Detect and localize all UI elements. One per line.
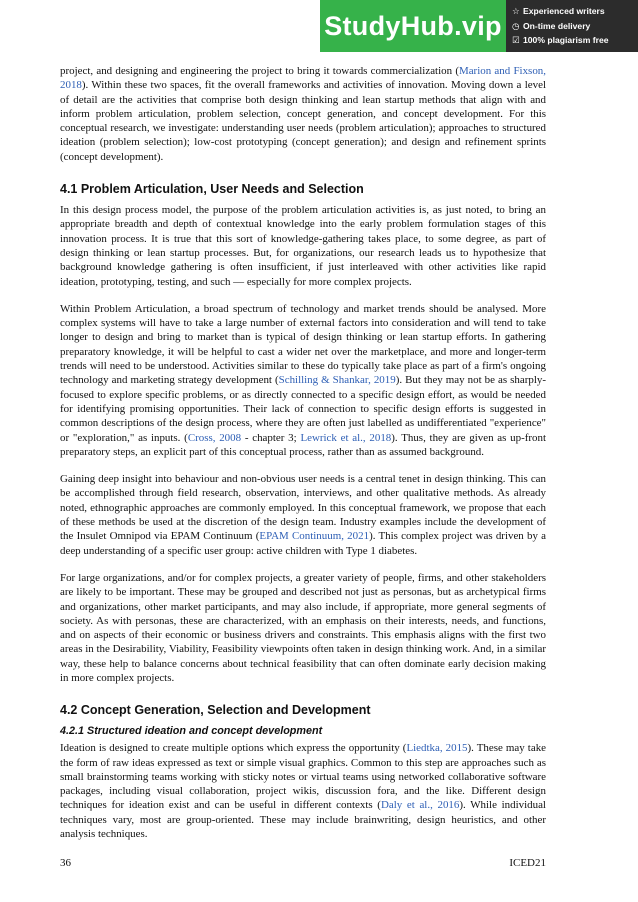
citation-link[interactable]: Lewrick et al., 2018 xyxy=(300,431,392,444)
clock-icon: ◷ xyxy=(512,20,520,31)
page-number: 36 xyxy=(60,857,71,869)
citation-link[interactable]: Liedtka, 2015 xyxy=(406,742,468,755)
paragraph: For large organizations, and/or for complex projects, a greater variety of people, firms, and other stakeholders are likely to be important. These may be grouped and described not just as personas, but as archetypical firms and organizations, other market participants, and may also include, if appropriate, more general segments of society. As with personas, these are characterized, with an emphasis on their interests, needs, and functions, and on aspects of their economic or business drivers and constraints. This emphasis aligns with the first two areas in the Desirability, Viability, Feasibility viewpoints often taken in design thinking work. And, in a similar way, these help to balance concerns about technical feasibility that can often dominate early decision making in more complex projects. xyxy=(60,571,546,684)
citation-link[interactable]: Marion and Fixson, 2018 xyxy=(60,65,546,92)
subsection-heading-4-2-1: 4.2.1 Structured ideation and concept development xyxy=(60,725,323,738)
citation-link[interactable]: EPAM Continuum, 2021 xyxy=(259,530,370,543)
intro-paragraph: project, and designing and engineering the project to bring it towards commercialization (Marion and Fixson, 2018). Within these two spaces, fit the overall frameworks and activities of innovation. Moving down a level of detail are the activities that comprise both design thinking and lean startup methods that align with and inform problem articulation, problem selection, concept generation, and concept development. For this conceptual research, we investigate: understanding user needs (problem articulation); approaches to structured ideation (problem selection); low-cost prototyping (concept generation); and design and refinement sprints (concept development). xyxy=(60,65,546,163)
feature-item: ☑ 100% plagiarism free xyxy=(512,33,638,48)
studyhub-logo[interactable]: StudyHub.vip xyxy=(320,0,506,52)
feature-item: ◷ On-time delivery xyxy=(512,19,638,34)
paragraph: In this design process model, the purpose of the problem articulation activities is, as just noted, to bring an appropriate breadth and depth of contextual knowledge into the early problem formulation stages of this innovation process. It is true that this sort of knowledge-gathering takes place, to some degree, as part of design thinking or lean startup processes. But, for organizations, our research leads us to hypothesize that background knowledge gathering is often insufficient, if just interleaved with other activities like rapid ideation, prototyping, testing, and such — especially for more complex projects. xyxy=(60,204,546,288)
paragraph: Ideation is designed to create multiple options which express the opportunity (Liedtka, 2015). These may take the form of raw ideas expressed as text or simple visual graphics. Common to this step are approaches such as small brainstorming teams working with sticky notes or virtual teams using networked collaborative software packages, including visual collaboration, project wikis, discussion fora, and the like. Different design techniques for ideation exist and can be useful in different contexts (Daly et al., 2016). While individual techniques vary, most are group-oriented. These may include brainwriting, design heuristics, and other analysis techniques. xyxy=(60,742,547,841)
paragraph: Gaining deep insight into behaviour and non-obvious user needs is a central tenet in design thinking. This can be accomplished through field research, observation, interviews, and other qualitative methods. As already noted, ethnographic approaches are commonly employed. In this conceptual framework, we propose that each of these methods be used at the discretion of the design team. Industry examples include the development of the Insulet Omnipod via EPAM Continuum (EPAM Continuum, 2021). This complex project was driven by a deep understanding of a specific user group: active children with Type 1 diabetes. xyxy=(60,473,547,557)
citation-link[interactable]: Daly et al., 2016 xyxy=(380,799,460,812)
section-heading-4-1: 4.1 Problem Articulation, User Needs and Selection xyxy=(60,182,364,197)
feature-item: ☆ Experienced writers xyxy=(512,4,638,19)
conference-name: ICED21 xyxy=(509,857,546,869)
citation-link[interactable]: Cross, 2008 xyxy=(187,431,242,444)
paragraph: Within Problem Articulation, a broad spectrum of technology and market trends should be analysed. More complex systems will have to take a large number of external factors into consideration and will tend to take longer to design and bring to market than is typical of design thinking or lean startup efforts. In gathering preparatory knowledge, it will be helpful to cast a wider net over the marketplace, and more and longer-term trends will need to be understood. Activities similar to these do typically take place as part of a firm's ongoing technology and marketing strategy development (Schilling & Shankar, 2019). But they may not be as sharply-focused to explore specific problems, or as directly connected to a specific design effort, as would be needed for identifying promising opportunities. Their lack of connection to specific design efforts is suggested in common descriptions of the design process, where they are often just labelled as undifferentiated "experience" or "exploration," as inputs. (Cross, 2008 - chapter 3; Lewrick et al., 2018). Thus, they are given as up-front preparatory steps, an explicit part of this conceptual process, rather than as assumed background. xyxy=(60,302,546,458)
section-heading-4-2: 4.2 Concept Generation, Selection and Development xyxy=(60,703,371,718)
page-footer xyxy=(60,857,546,873)
citation-link[interactable]: Schilling & Shankar, 2019 xyxy=(278,374,396,387)
feature-list xyxy=(506,0,638,52)
star-icon: ☆ xyxy=(512,6,520,16)
paper-body xyxy=(60,64,546,854)
check-document-icon: ☑ xyxy=(512,35,520,45)
ad-banner[interactable] xyxy=(320,0,638,52)
